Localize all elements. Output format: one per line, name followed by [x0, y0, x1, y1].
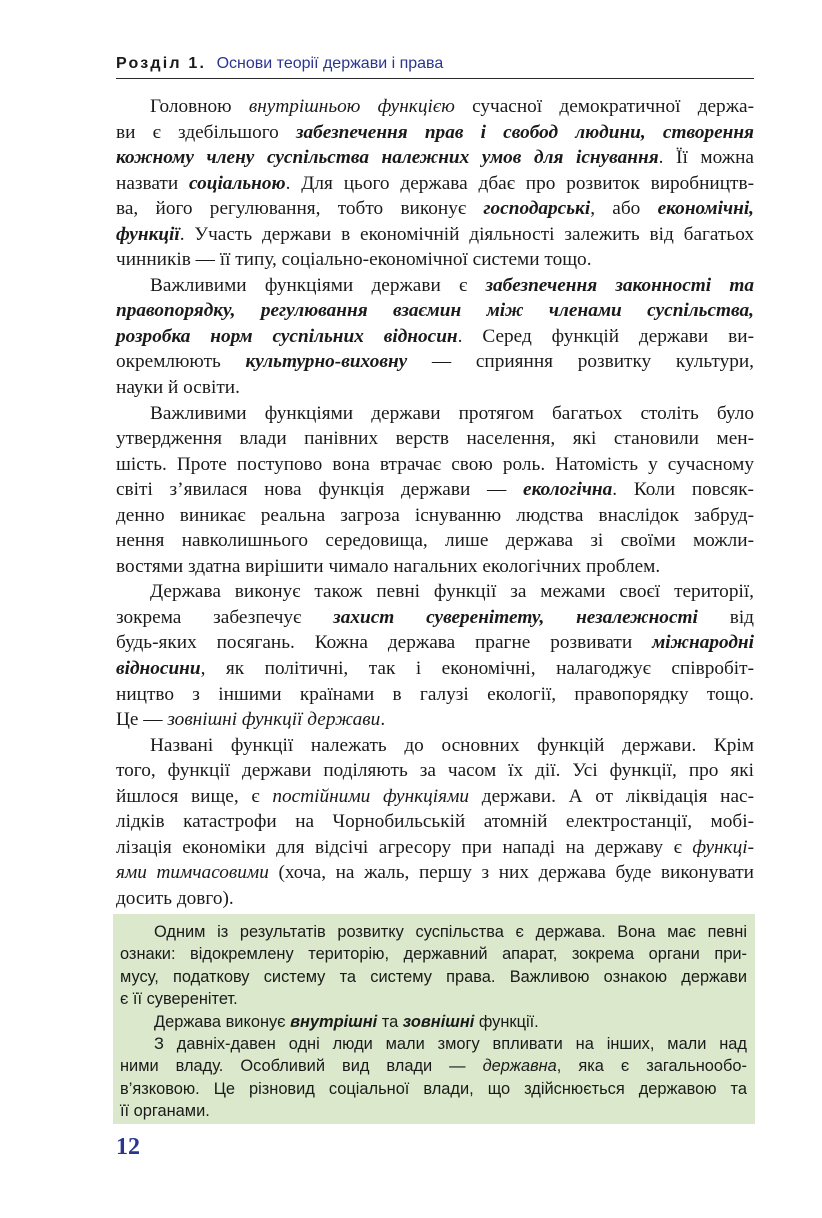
text-run: денно виникає реальна загроза існуванню людства внаслідок забруд- — [116, 504, 754, 526]
main-text — [116, 94, 754, 912]
text-run: лідків катастрофи на Чорнобильській атомній електростанції, мобі- — [116, 811, 754, 833]
summary-line — [120, 966, 747, 988]
emphasis-term: забезпечення законності та — [485, 274, 754, 296]
text-run: шість. Проте поступово вона втрачає свою роль. Натомість у сучасному — [116, 453, 754, 475]
text-run: востями здатна вирішити чимало нагальних екологічних проблем. — [116, 555, 661, 577]
text-run: її органами. — [120, 1102, 210, 1121]
text-line — [116, 349, 754, 375]
emphasis-term: внутрішні — [290, 1012, 378, 1031]
text-line — [116, 94, 754, 120]
text-run: та — [377, 1012, 403, 1031]
emphasis-term: господарські — [483, 198, 591, 220]
text-line — [116, 784, 754, 810]
italic-term: зовнішні функції держави — [167, 709, 381, 731]
text-run: . Коли повсяк- — [612, 479, 754, 501]
emphasis-term: культурно-виховну — [245, 351, 408, 373]
text-line — [116, 835, 754, 861]
italic-term: внутрішньою функцією — [248, 96, 455, 117]
text-line — [116, 222, 754, 248]
text-line — [116, 809, 754, 835]
italic-term: ями тимчасовими — [116, 862, 269, 884]
text-run: мусу, податкову систему та систему права. Важливою ознакою держави — [120, 967, 747, 986]
emphasis-term: відносини — [116, 658, 201, 680]
text-line — [116, 886, 754, 912]
text-run: Головною — [150, 96, 249, 117]
emphasis-term: функції — [116, 223, 180, 245]
text-run: держави. А от ліквідація нас- — [469, 785, 754, 807]
emphasis-term: міжнародні — [652, 632, 754, 654]
text-run: ними владу. Особливий вид влади — — [120, 1057, 483, 1076]
text-run: сучасної демократичної держа- — [454, 96, 755, 117]
text-run: нення навколишнього середовища, лише держава зі своїми можли- — [116, 530, 754, 552]
text-line — [116, 733, 754, 759]
text-line — [116, 426, 754, 452]
text-run: Названі функції належать до основних функцій держави. Крім — [150, 734, 754, 756]
emphasis-term: захист суверенітету, незалежності — [333, 606, 698, 628]
text-run: зокрема забезпечує — [116, 606, 334, 628]
text-line — [116, 707, 754, 733]
text-run: є її суверенітет. — [120, 990, 238, 1009]
text-line — [116, 298, 754, 324]
text-run: З давніх-давен одні люди мали змогу впливати на інших, мали над — [154, 1034, 747, 1053]
italic-term: державна — [482, 1057, 557, 1076]
text-run: . Участь держави в економічній діяльності залежить від багатьох — [179, 223, 754, 245]
text-line — [116, 656, 754, 682]
text-run: науки й освіти. — [116, 377, 240, 399]
text-run: , або — [590, 198, 658, 220]
text-run: ництво з іншими країнами в галузі екології, правопорядку тощо. — [116, 683, 754, 705]
page-number: 12 — [116, 1134, 140, 1160]
summary-line — [120, 1011, 747, 1033]
text-run: (хоча, на жаль, першу з них держава буде виконувати — [268, 862, 754, 884]
text-line — [116, 375, 754, 401]
text-line — [116, 528, 754, 554]
text-run: ви є здебільшого — [116, 121, 296, 143]
text-run: лізація економіки для відсічі агресору при нападі на державу є — [116, 836, 693, 858]
summary-line — [120, 943, 747, 965]
text-line — [116, 758, 754, 784]
text-run: чинників — її типу, соціально-економічної системи тощо. — [116, 249, 592, 271]
emphasis-term: забезпечення прав і свобод людини, створення — [296, 121, 754, 143]
page-header — [116, 52, 754, 79]
text-run: . Серед функцій держави ви- — [457, 325, 754, 347]
text-line — [116, 120, 754, 146]
text-run: утвердження влади панівних верств населення, які становили мен- — [116, 428, 754, 450]
text-run: в’язковою. Це різновид соціальної влади, що здійснюється державою та — [120, 1079, 747, 1098]
text-run: того, функції держави поділяють за часом їх дії. Усі функції, про які — [116, 760, 754, 782]
text-run: Важливими функціями держави протягом багатьох століть було — [150, 402, 754, 424]
emphasis-term: соціальною — [189, 172, 286, 194]
italic-term: функці- — [692, 836, 754, 858]
text-line — [116, 273, 754, 299]
text-run: від — [697, 606, 754, 628]
text-line — [116, 145, 754, 171]
emphasis-term: кожному члену суспільства належних умов для існування — [116, 147, 659, 169]
text-run: досить довго). — [116, 887, 234, 909]
summary-line — [120, 1033, 747, 1055]
text-line — [116, 196, 754, 222]
text-run: Важливими функціями держави є — [150, 274, 486, 296]
text-run: , яка є загальнообо- — [556, 1057, 747, 1076]
text-run: ознаки: відокремлену територію, державний апарат, зокрема органи при- — [120, 945, 747, 964]
text-line — [116, 503, 754, 529]
emphasis-term: екологічна — [523, 479, 613, 501]
section-title: Основи теорії держави і права — [216, 55, 444, 72]
text-run: . — [380, 709, 386, 731]
text-run: назвати — [116, 172, 189, 194]
section-label: Розділ 1. — [116, 55, 207, 72]
text-run: ва, його регулювання, тобто виконує — [116, 198, 484, 220]
text-line — [116, 860, 754, 886]
summary-box — [113, 914, 755, 1124]
text-run: Одним із результатів розвитку суспільства є держава. Вона має певні — [154, 923, 747, 941]
text-run: світі з’явилася нова функція держави — — [116, 479, 524, 501]
text-line — [116, 324, 754, 350]
emphasis-term: зовнішні — [402, 1012, 475, 1031]
text-run: йшлося вище, є — [116, 785, 273, 807]
emphasis-term: економічні, — [657, 198, 754, 220]
text-line — [116, 401, 754, 427]
text-line — [116, 579, 754, 605]
text-run: — сприяння розвитку культури, — [407, 351, 754, 373]
text-run: Держава виконує також певні функції за межами своєї території, — [150, 581, 754, 603]
summary-line — [120, 1078, 747, 1100]
text-run: . Для цього держава дбає про розвиток виробництв- — [285, 172, 755, 194]
text-run: окремлюють — [116, 351, 246, 373]
text-run: , як політичні, так і економічні, налагоджує співробіт- — [200, 658, 754, 680]
text-line — [116, 452, 754, 478]
summary-line — [120, 988, 747, 1010]
text-run: Це — — [116, 709, 168, 731]
emphasis-term: правопорядку, регулювання взаємин між членами суспільства, — [116, 300, 754, 322]
text-run: функції. — [474, 1012, 539, 1031]
text-line — [116, 247, 754, 273]
text-line — [116, 554, 754, 580]
text-line — [116, 477, 754, 503]
summary-line — [120, 1100, 747, 1122]
summary-line — [120, 1055, 747, 1077]
text-line — [116, 682, 754, 708]
text-run: Держава виконує — [154, 1012, 291, 1031]
italic-term: постійними функціями — [272, 785, 470, 807]
text-line — [116, 171, 754, 197]
summary-line — [120, 921, 747, 943]
text-line — [116, 605, 754, 631]
text-line — [116, 630, 754, 656]
emphasis-term: розробка норм суспільних відносин — [116, 325, 458, 347]
text-run: . Її можна — [658, 147, 754, 169]
text-run: будь-яких посягань. Кожна держава прагне розвивати — [116, 632, 653, 654]
